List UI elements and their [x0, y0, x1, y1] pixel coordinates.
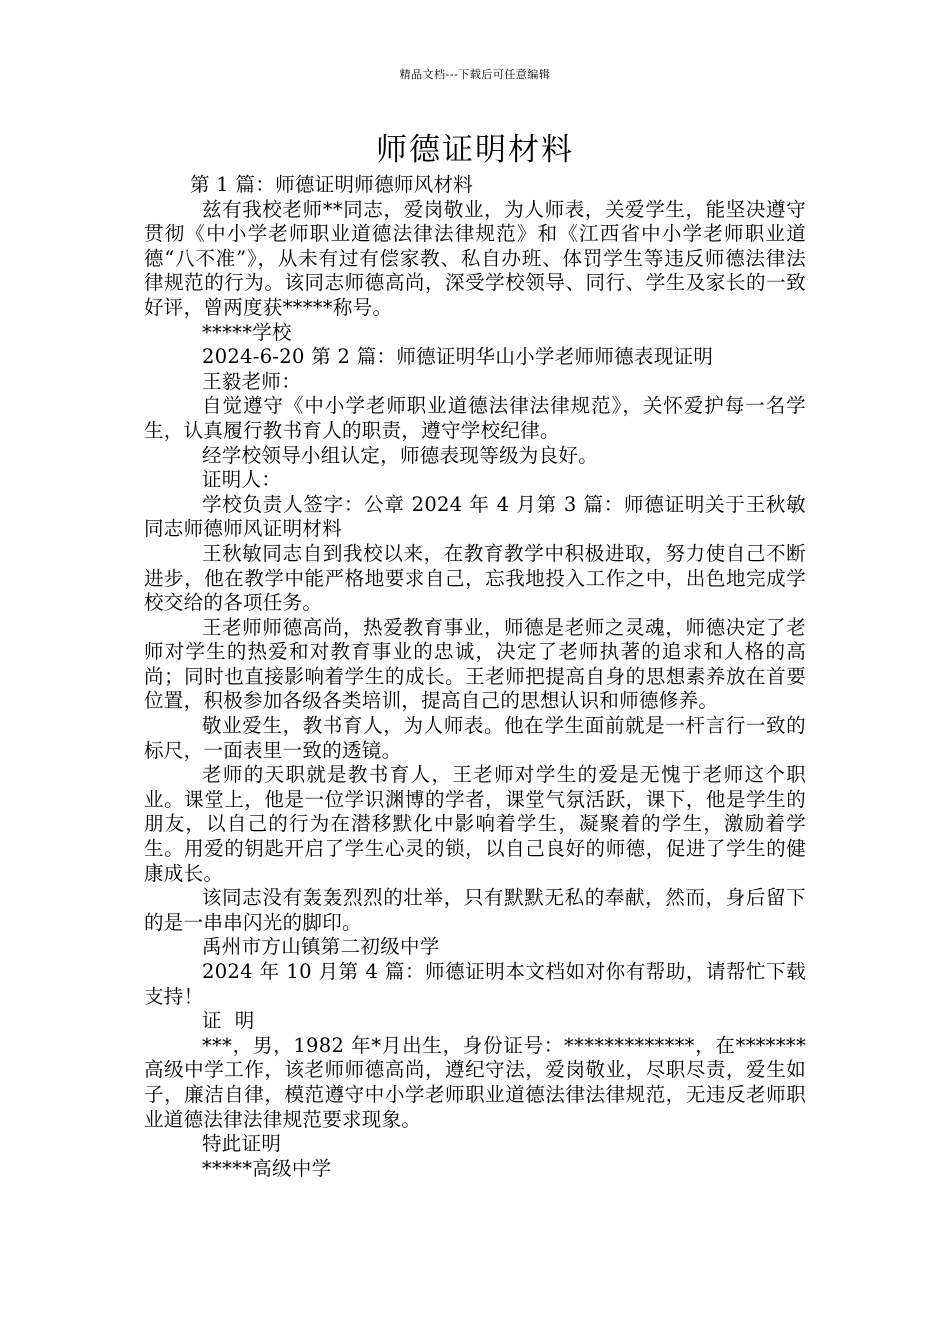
- certifier-line: 证明人：: [202, 468, 282, 492]
- section-heading-3: 学校负责人签字：公章 2024 年 4 月第 3 篇：师德证明关于王秋敏同志师德师风证明材料: [144, 492, 806, 541]
- paragraph: 老师的天职就是教书育人，王老师对学生的爱是无愧于老师这个职业。课堂上，他是一位学识渊博的学者，课堂气氛活跃，课下，他是学生的朋友，以自己的行为在潜移默化中影响着学生，凝聚着的学生，激励着学生。用爱的钥匙开启了学生心灵的锁，以自己良好的师德，促进了学生的健康成长。: [144, 763, 806, 885]
- paragraph: 敬业爱生，教书育人，为人师表。他在学生面前就是一杆言行一致的标尺，一面表里一致的透镜。: [144, 714, 806, 762]
- salutation: 王毅老师：: [202, 369, 302, 393]
- document-body: [144, 173, 806, 1181]
- signature-school: *****学校: [202, 320, 292, 344]
- signature-school: *****高级中学: [202, 1156, 332, 1180]
- certificate-heading: 证 明: [202, 1009, 255, 1033]
- section-heading-1: 第 1 篇：师德证明师德师风材料: [190, 173, 474, 196]
- section-heading-4: 2024 年 10 月第 4 篇：师德证明本文档如对你有帮助，请帮忙下载支持！: [144, 960, 806, 1008]
- signature-school: 禹州市方山镇第二初级中学: [202, 935, 440, 959]
- paragraph: 王老师师德高尚，热爱教育事业，师德是老师之灵魂，师德决定了老师对学生的热爱和对教育事业的忠诚，决定了老师执著的追求和人格的高尚；同时也直接影响着学生的成长。王老师把提高自身的思想素养放在首要位置，积极参加各级各类培训，提高自己的思想认识和师德修养。: [144, 615, 806, 713]
- section-heading-2: 2024-6-20 第 2 篇：师德证明华山小学老师师德表现证明: [202, 345, 714, 369]
- paragraph: 该同志没有轰轰烈烈的壮举，只有默默无私的奉献，然而，身后留下的是一串串闪光的脚印。: [144, 886, 806, 934]
- paragraph: 自觉遵守《中小学老师职业道德法律法律规范》，关怀爱护每一名学生，认真履行教书育人的职责，遵守学校纪律。: [144, 394, 806, 442]
- paragraph: 王秋敏同志自到我校以来，在教育教学中积极进取，努力使自己不断进步，他在教学中能严格地要求自己，忘我地投入工作之中，出色地完成学校交给的各项任务。: [144, 541, 806, 615]
- paragraph: 兹有我校老师**同志，爱岗敬业，为人师表，关爱学生，能坚决遵守贯彻《中小学老师职业道德法律法律规范》和《江西省中小学老师职业道德“八不准”》，从未有过有偿家教、私自办班、体罚学生等违反师德法律法律规范的行为。该同志师德高尚，深受学校领导、同行、学生及家长的一致好评，曾两度获*****称号。: [144, 197, 806, 319]
- document-title: 师德证明材料: [376, 132, 574, 168]
- paragraph: 经学校领导小组认定，师德表现等级为良好。: [202, 443, 599, 467]
- closing-line: 特此证明: [202, 1132, 282, 1156]
- paragraph: ***，男，1982 年*月出生，身份证号：*************，在*******高级中学工作，该老师师德高尚，遵纪守法，爱岗敬业，尽职尽责，爱生如子，廉洁自律，模范遵守中小学老师职业道德法律法律规范，无违反老师职业道德法律法律规范要求现象。: [144, 1033, 806, 1131]
- header-note: 精品文档---下载后可任意编辑: [399, 68, 551, 81]
